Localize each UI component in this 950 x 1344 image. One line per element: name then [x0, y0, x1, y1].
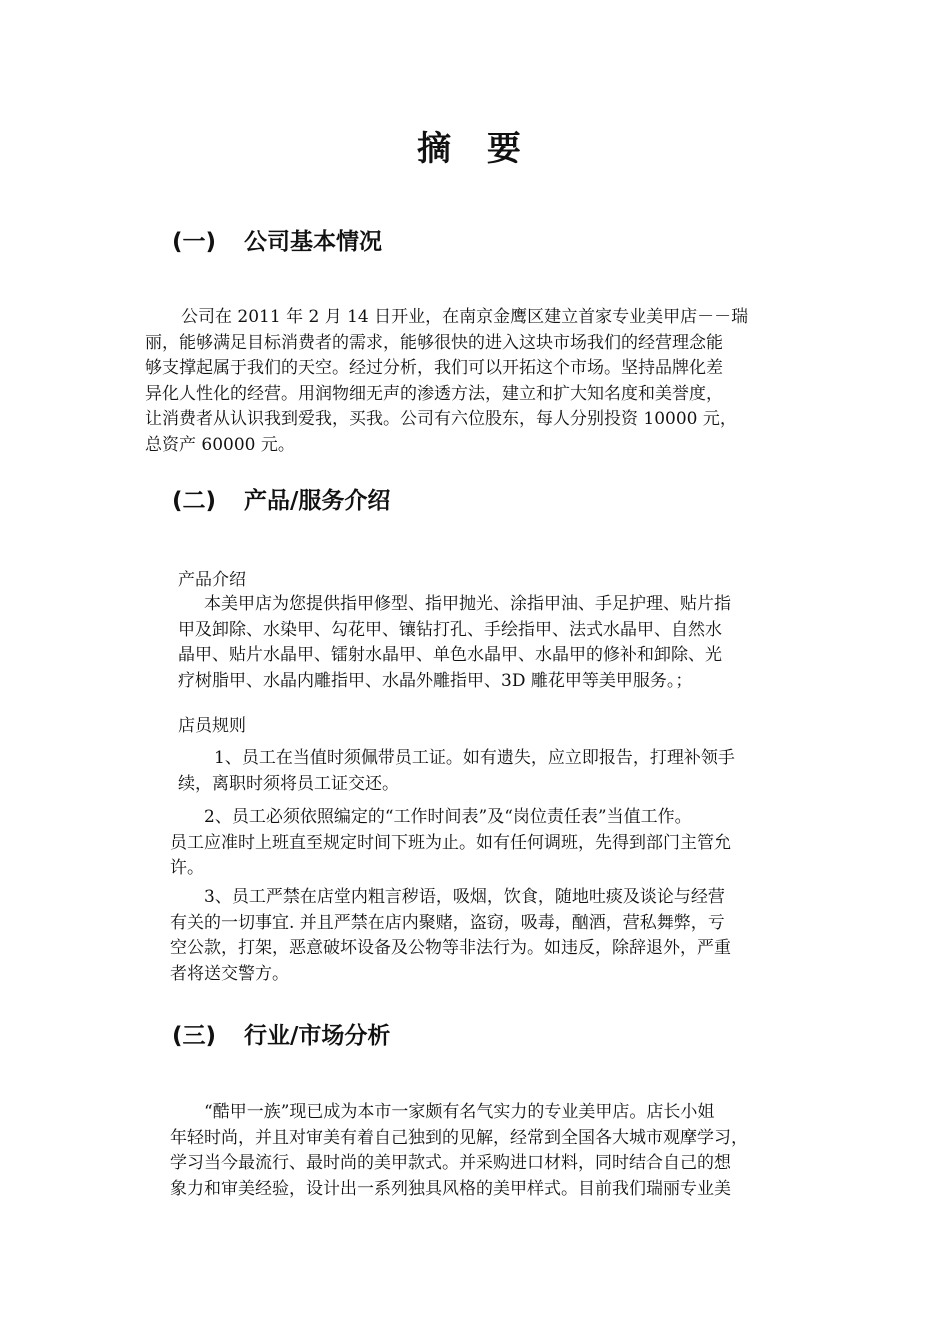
paragraph-line: 者将送交警方。 [170, 963, 289, 984]
section-heading-company-overview [172, 226, 382, 258]
paragraph-line: 1、员工在当值时须佩带员工证。如有遗失，应立即报告，打理补领手 [214, 748, 735, 768]
section-title: 行业/市场分析 [244, 1023, 391, 1049]
paragraph-line: 空公款，打架，恶意破坏设备及公物等非法行为。如违反，除辞退外，严重 [170, 938, 731, 959]
paragraph-line: 丽，能够满足目标消费者的需求，能够很快的进入这块市场我们的经营理念能 [145, 332, 723, 353]
paragraph-line: 异化人性化的经营。用润物细无声的渗透方法，建立和扩大知名度和美誉度， [145, 383, 723, 404]
paragraph-line: 公司在 2011 年 2 月 14 日开业，在南京金鹰区建立首家专业美甲店－－瑞 [181, 307, 749, 327]
paragraph-line: “酷甲一族”现已成为本市一家颇有名气实力的专业美甲店。店长小姐 [204, 1102, 715, 1122]
paragraph-line: 续，离职时须将员工证交还。 [178, 773, 399, 794]
staff-rules-label: 店员规则 [178, 716, 246, 736]
paragraph-line: 象力和审美经验，设计出一系列独具风格的美甲样式。目前我们瑞丽专业美 [170, 1178, 731, 1199]
staff-rule-1 [178, 746, 818, 797]
page-title: 摘 要 [417, 129, 533, 169]
paragraph-line: 本美甲店为您提供指甲修型、指甲抛光、涂指甲油、手足护理、贴片指 [204, 594, 731, 614]
market-analysis-paragraph [170, 1100, 820, 1202]
product-intro-paragraph [178, 592, 818, 694]
staff-rule-2 [170, 805, 810, 882]
paragraph-line: 3、员工严禁在店堂内粗言秽语，吸烟，饮食，随地吐痰及谈论与经营 [204, 887, 725, 907]
company-overview-paragraph [145, 305, 805, 459]
section-title: 公司基本情况 [244, 229, 382, 255]
paragraph-line: 够支撑起属于我们的天空。经过分析，我们可以开拓这个市场。坚持品牌化差 [145, 358, 723, 379]
paragraph-line: 让消费者从认识我到爱我，买我。公司有六位股东，每人分别投资 10000 元， [145, 409, 737, 430]
paragraph-line: 学习当今最流行、最时尚的美甲款式。并采购进口材料，同时结合自己的想 [170, 1153, 731, 1174]
paragraph-line: 疗树脂甲、水晶内雕指甲、水晶外雕指甲、3D 雕花甲等美甲服务。； [178, 670, 693, 691]
paragraph-line: 员工应准时上班直至规定时间下班为止。如有任何调班，先得到部门主管允 [170, 832, 731, 853]
paragraph-line: 许。 [170, 858, 204, 879]
paragraph-line: 有关的一切事宜. 并且严禁在店内聚赌，盗窃，吸毒，酗酒，营私舞弊，亏 [170, 912, 725, 933]
section-number: (二) [172, 488, 217, 514]
paragraph-line: 晶甲、贴片水晶甲、镭射水晶甲、单色水晶甲、水晶甲的修补和卸除、光 [178, 645, 722, 666]
paragraph-line: 2、员工必须依照编定的“工作时间表”及“岗位责任表”当值工作。 [204, 807, 692, 827]
paragraph-line: 年轻时尚，并且对审美有着自己独到的见解，经常到全国各大城市观摩学习， [170, 1127, 748, 1148]
section-number: (三) [172, 1023, 217, 1049]
section-heading-market-analysis [172, 1020, 390, 1052]
section-number: (一) [172, 229, 217, 255]
paragraph-line: 总资产 60000 元。 [145, 434, 295, 455]
paragraph-line: 甲及卸除、水染甲、勾花甲、镶钻打孔、手绘指甲、法式水晶甲、自然水 [178, 619, 722, 640]
section-title: 产品/服务介绍 [244, 488, 391, 514]
product-intro-label: 产品介绍 [178, 570, 246, 590]
section-heading-products-services [172, 485, 390, 517]
staff-rule-3 [170, 885, 810, 987]
